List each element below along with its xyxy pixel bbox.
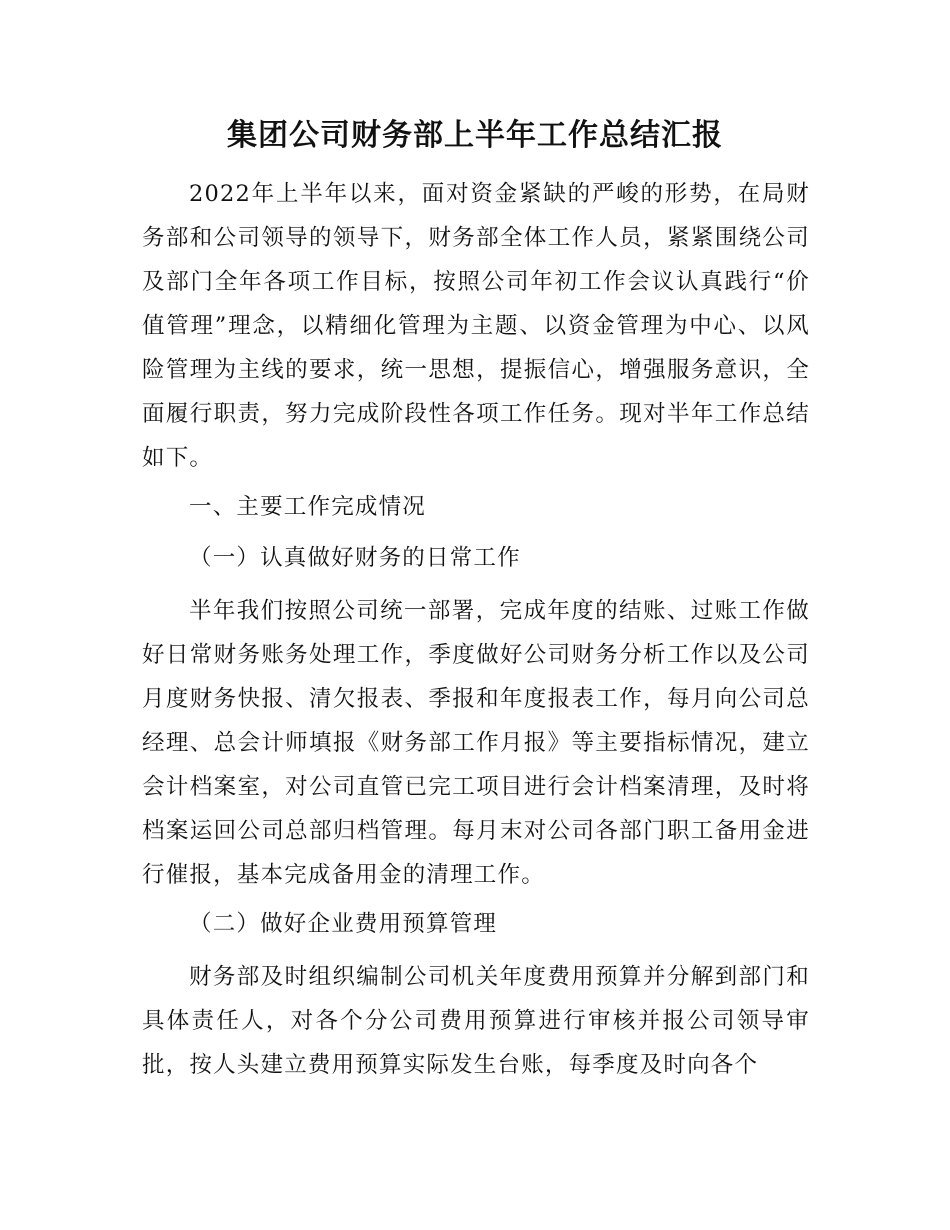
document-title: 集团公司财务部上半年工作总结汇报 bbox=[227, 118, 723, 153]
subsection-heading-daily-work: （一）认真做好财务的日常工作 bbox=[189, 545, 521, 571]
section-heading-main-work: 一、主要工作完成情况 bbox=[189, 494, 427, 520]
paragraph-daily-work: 半年我们按照公司统一部署，完成年度的结账、过账工作做好日常财务账务处理工作，季度做好公司财务分析工作以及公司月度财务快报、清欠报表、季报和年度报表工作，每月向公司总经理、总会计师填报《财务部工作月报》等主要指标情况，建立会计档案室，对公司直管已完工项目进行会计档案清理，及时将档案运回公司总部归档管理。每月末对公司各部门职工备用金进行催报，基本完成备用金的清理工作。 bbox=[142, 598, 810, 888]
subsection-heading-budget: （二）做好企业费用预算管理 bbox=[189, 911, 498, 937]
paragraph-budget: 财务部及时组织编制公司机关年度费用预算并分解到部门和具体责任人，对各个分公司费用预算进行审核并报公司领导审批，按人头建立费用预算实际发生台账，每季度及时向各个 bbox=[142, 964, 810, 1078]
paragraph-intro: 2022年上半年以来，面对资金紧缺的严峻的形势，在局财务部和公司领导的领导下，财务部全体工作人员，紧紧围绕公司及部门全年各项工作目标，按照公司年初工作会议认真践行“价值管理”理念，以精细化管理为主题、以资金管理为中心、以风险管理为主线的要求，统一思想，提振信心，增强服务意识，全面履行职责，努力完成阶段性各项工作任务。现对半年工作总结如下。 bbox=[142, 181, 810, 471]
